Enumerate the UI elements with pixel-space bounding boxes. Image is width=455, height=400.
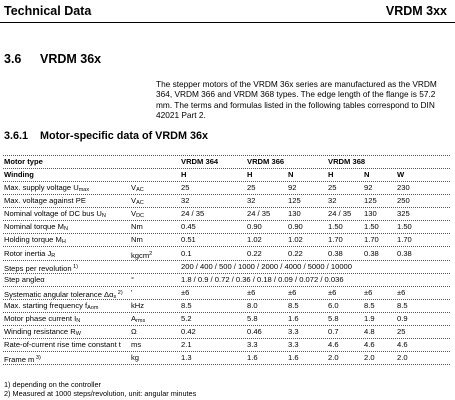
row-value: 2.0 [328,353,339,362]
row-value: 92 [364,183,373,192]
header-rule [0,22,455,23]
winding-header: H [328,170,334,179]
row-divider [3,168,450,169]
row-value: 25 [181,183,190,192]
winding-header: H [181,170,187,179]
row-value: 2.0 [364,353,375,362]
row-divider [3,273,450,274]
row-divider [3,260,450,261]
row-value: 1.70 [364,235,379,244]
row-divider [3,246,450,247]
row-value: ±6 [328,288,337,297]
header-product: VRDM 3xx [385,4,447,18]
model-header: VRDM 364 [181,157,219,166]
winding-header: H [247,170,253,179]
row-value: 0.1 [181,249,192,258]
row-value: 1.6 [247,353,258,362]
row-value: 25 [397,327,406,336]
row-unit: VAC [131,183,144,193]
footnote-2: 2) Measured at 1000 steps/revolution, unit: angular minutes [4,389,197,398]
row-label: Holding torque MH [4,235,66,245]
winding-label: Winding [4,170,34,179]
row-value: 125 [288,196,301,205]
row-unit: kgcm$^2$ [131,251,153,260]
row-value: 0.38 [328,249,343,258]
header-title: Technical Data [4,4,92,18]
row-unit: kHz [131,301,145,310]
row-divider [3,312,450,313]
section-title: VRDM 36x [40,52,102,66]
row-value: 1.3 [181,353,192,362]
row-divider [3,338,450,339]
row-unit: ms [131,340,142,349]
row-divider [3,286,450,287]
row-value: 1.70 [397,235,412,244]
row-value: 0.90 [288,222,303,231]
row-unit: ° [131,275,135,284]
row-value: 130 [364,209,377,218]
row-value: 25 [328,183,337,192]
row-value: 3.3 [288,340,299,349]
row-divider [3,325,450,326]
row-value: 125 [364,196,377,205]
row-value: 3.3 [247,340,258,349]
row-value: 250 [397,196,410,205]
row-value: 5.2 [181,314,192,323]
row-value: ±6 [181,288,190,297]
row-value: 5.8 [247,314,258,323]
row-value: 32 [328,196,337,205]
row-value: 1.50 [364,222,379,231]
row-value: 24 / 35 [181,209,205,218]
row-value: 3.3 [288,327,299,336]
row-unit: Nm [131,235,143,244]
model-header: VRDM 366 [247,157,285,166]
row-value: 325 [397,209,410,218]
row-span-value: 1.8 / 0.9 / 0.72 / 0.36 / 0.18 / 0.09 / 0.072 / 0.036 [181,275,344,284]
row-span-value: 200 / 400 / 500 / 1000 / 2000 / 4000 / 5000 / 10000 [181,262,353,271]
row-value: 0.7 [328,327,339,336]
row-unit: VDC [131,209,145,219]
row-value: 8.5 [364,301,375,310]
row-label: Max. starting frequency fAom [4,301,99,311]
row-value: 8.5 [181,301,192,310]
row-value: 32 [247,196,256,205]
row-label: Frame m $^{3)}$ [4,355,41,364]
motor-type-label: Motor type [4,157,43,166]
row-value: 8.5 [397,301,408,310]
row-divider [3,194,450,195]
row-value: 8.5 [288,301,299,310]
row-value: 24 / 35 [247,209,271,218]
row-unit: ' [131,288,133,297]
intro-paragraph: The stepper motors of the VRDM 36x series are manufactured as the VRDM 364, VRDM 366 and VRDM 368 types. The edge length of the flange is 57.2 mm. The terms and formulas listed in the following tables correspond to DIN 42021 Part 2. [156,79,437,121]
row-value: 0.46 [247,327,262,336]
row-value: 1.6 [288,314,299,323]
winding-header: W [397,170,405,179]
row-value: 1.50 [397,222,412,231]
row-unit: VAC [131,196,144,206]
row-value: 230 [397,183,410,192]
row-value: 25 [247,183,256,192]
row-value: 32 [181,196,190,205]
row-value: 8.0 [247,301,258,310]
row-label: Max. voltage against PE [4,196,86,205]
row-value: 4.8 [364,327,375,336]
subsection-title: Motor-specific data of VRDM 36x [40,130,208,142]
row-value: 2.1 [181,340,192,349]
row-value: 1.50 [328,222,343,231]
row-label: Max. supply voltage Umax [4,183,90,193]
row-value: 0.51 [181,235,196,244]
row-value: 0.45 [181,222,196,231]
row-value: 6.0 [328,301,339,310]
row-value: ±6 [247,288,256,297]
row-value: 0.9 [397,314,408,323]
row-value: 4.6 [397,340,408,349]
row-label: Rate-of-current rise time constant t [4,340,121,349]
row-value: 4.6 [328,340,339,349]
row-divider [3,351,450,352]
row-value: 0.42 [181,327,196,336]
row-value: 1.02 [288,235,303,244]
row-label: Winding resistance RW [4,327,81,337]
row-label: Steps per revolution $^{1)}$ [4,264,78,273]
row-divider [3,155,450,156]
row-value: 2.0 [397,353,408,362]
row-label: Motor phase current IN [4,314,81,324]
row-divider [3,220,450,221]
subsection-number: 3.6.1 [4,130,29,142]
row-divider [3,299,450,300]
row-unit: Arms [131,314,146,324]
row-value: ±6 [364,288,373,297]
row-value: 0.38 [364,249,379,258]
row-value: 5.8 [328,314,339,323]
row-divider [3,181,450,182]
row-divider [3,207,450,208]
winding-header: N [288,170,294,179]
row-label: Nominal voltage of DC bus UN [4,209,106,219]
row-label: Rotor inertia JR [4,249,56,259]
row-value: 0.90 [247,222,262,231]
row-value: 130 [288,209,301,218]
row-value: 1.02 [247,235,262,244]
row-label: Systematic angular tolerance Δαs $^{2)}$ [4,290,123,300]
row-value: 1.9 [364,314,375,323]
row-value: 0.22 [247,249,262,258]
row-value: ±6 [397,288,406,297]
footnote-1: 1) depending on the controller [4,380,101,389]
row-value: 24 / 35 [328,209,352,218]
row-value: 0.38 [397,249,412,258]
row-label: Nominal torque MN [4,222,68,232]
row-unit: Ω [131,327,137,336]
row-value: ±6 [288,288,297,297]
row-label: Step angleα [4,275,45,284]
section-number: 3.6 [4,52,22,66]
row-value: 1.70 [328,235,343,244]
row-value: 0.22 [288,249,303,258]
row-value: 1.6 [288,353,299,362]
row-value: 4.6 [364,340,375,349]
model-header: VRDM 368 [328,157,366,166]
row-unit: kg [131,353,140,362]
winding-header: N [364,170,370,179]
row-value: 92 [288,183,297,192]
row-divider [3,233,450,234]
row-unit: Nm [131,222,143,231]
row-divider [3,364,450,365]
page-header [0,0,455,26]
